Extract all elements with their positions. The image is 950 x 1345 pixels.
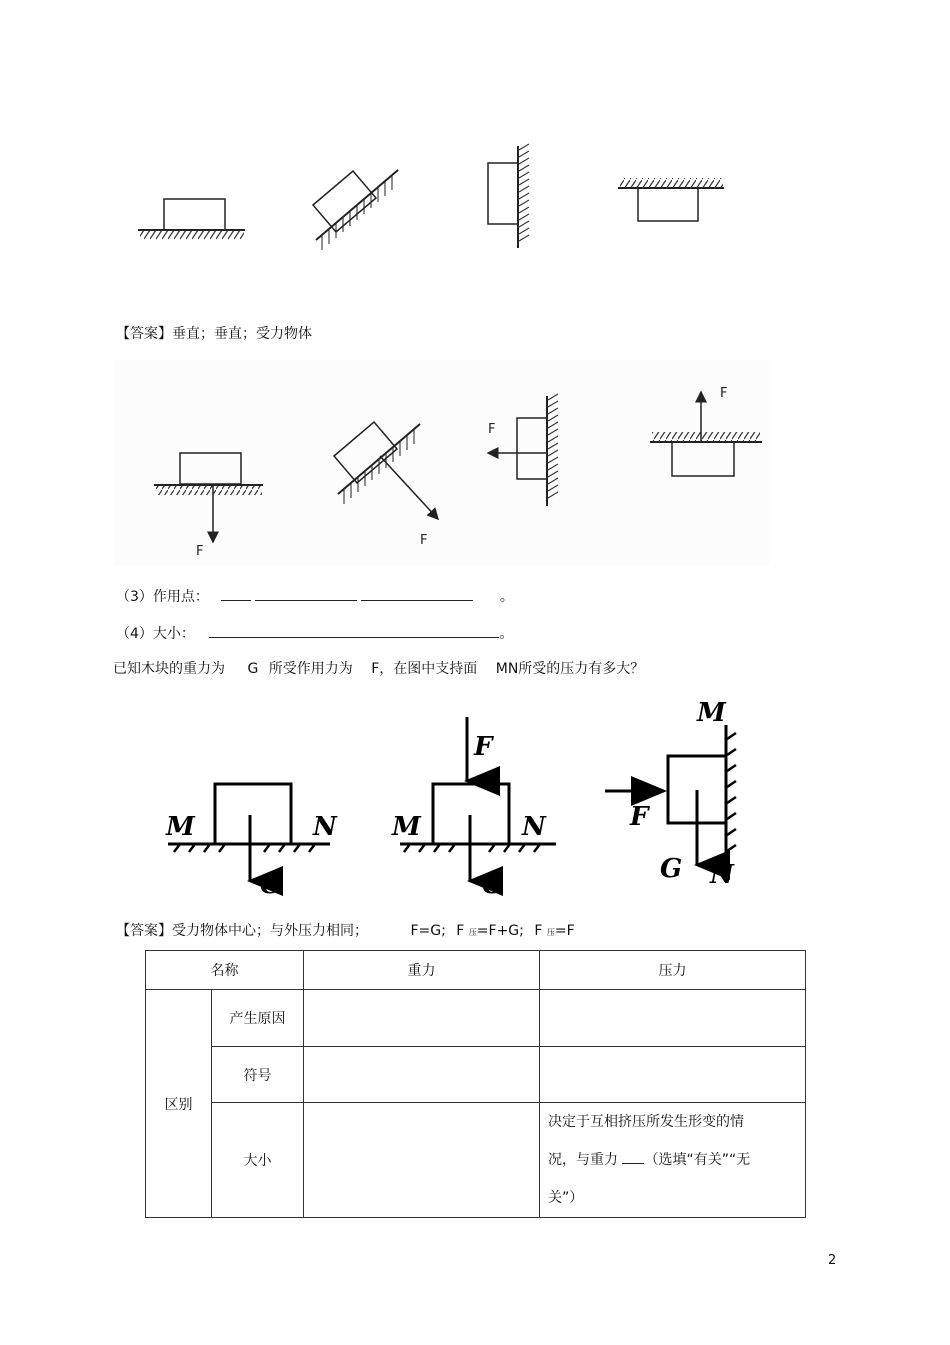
question-text [113, 660, 644, 678]
label-g-1: G [260, 870, 283, 900]
figure-answer-row [0, 360, 950, 580]
figure-mn-row [0, 695, 950, 905]
label-m-2: M [392, 812, 421, 842]
cell-pressure-symbol[interactable] [540, 1047, 806, 1103]
answer-tag: 【答案】 [116, 326, 172, 342]
header-gravity: 重力 [304, 951, 540, 990]
pressure-size-line3: 关”） [548, 1190, 584, 1206]
force-label-incline: F [420, 533, 428, 548]
q3-blank-3[interactable] [361, 586, 394, 601]
row-size: 大小 [212, 1103, 304, 1218]
answer-2 [116, 922, 575, 942]
force-label-ceiling: F [720, 386, 728, 401]
row-symbol: 符号 [212, 1047, 304, 1103]
label-g-3: G [660, 854, 683, 884]
page-number: 2 [828, 1253, 837, 1268]
q4-prefix: （4）大小： [116, 626, 195, 642]
block-on-incline [313, 170, 398, 250]
group-difference: 区别 [146, 990, 212, 1218]
mn-figure-3 [605, 725, 736, 865]
q-symbol-f: F [371, 661, 380, 677]
label-n-1: N [313, 812, 337, 842]
answer2-tag: 【答案】 [116, 923, 172, 939]
cell-gravity-cause[interactable] [304, 990, 540, 1047]
force-label-wall: F [488, 422, 496, 437]
block-on-floor [138, 199, 245, 240]
q4-end: 。 [499, 626, 514, 642]
cell-gravity-size[interactable] [304, 1103, 540, 1218]
pressure-size-blank[interactable] [622, 1149, 644, 1164]
label-m-3: M [697, 698, 726, 728]
pressure-size-line1: 决定于互相挤压所发生形变的情 [548, 1114, 744, 1130]
cell-pressure-cause[interactable] [540, 990, 806, 1047]
answer2-eq3: F 压=F [534, 923, 575, 939]
q3-prefix: （3）作用点： [116, 589, 209, 605]
label-f-3: F [630, 802, 649, 832]
row-cause: 产生原因 [212, 990, 304, 1047]
q-part-2: 所受作用力为 [268, 661, 353, 677]
pressure-size-line2: 况，与重力 （选填“有关”“无 [548, 1141, 797, 1179]
q3-blank-4[interactable] [394, 586, 473, 601]
q3-blank-2[interactable] [255, 586, 357, 601]
q3-blank-1[interactable] [221, 586, 251, 601]
force-label-floor: F [196, 544, 204, 559]
answer2-eq1: F=G; [410, 923, 446, 939]
answer2-text: 受力物体中心；与外压力相同； [172, 923, 368, 939]
question-3 [116, 586, 514, 606]
label-n-2: N [522, 812, 546, 842]
label-g-2: G [482, 870, 505, 900]
label-m-1: M [166, 812, 195, 842]
answer-text: 垂直；垂直；受力物体 [172, 326, 312, 342]
block-on-ceiling [618, 178, 724, 221]
comparison-table [145, 950, 806, 1218]
answer-1 [116, 325, 312, 343]
answer2-eq2: F 压=F+G; [456, 923, 524, 939]
header-name: 名称 [146, 951, 304, 990]
block-on-wall [488, 144, 529, 248]
cell-gravity-symbol[interactable] [304, 1047, 540, 1103]
q-symbol-mn: MN [495, 661, 519, 677]
cell-pressure-size [540, 1103, 806, 1218]
figure-top-row [0, 0, 950, 270]
label-f-2: F [474, 732, 493, 762]
q-part-3: ，在图中支持面 [379, 661, 478, 677]
q-symbol-g: G [247, 661, 259, 677]
label-n-3: N [710, 860, 734, 890]
header-pressure: 压力 [540, 951, 806, 990]
q-part-4: 所受的压力有多大？ [518, 661, 645, 677]
q-part-1: 已知木块的重力为 [113, 661, 225, 677]
q3-end: 。 [499, 589, 514, 605]
q4-blank[interactable] [209, 623, 499, 638]
question-4 [116, 623, 513, 643]
